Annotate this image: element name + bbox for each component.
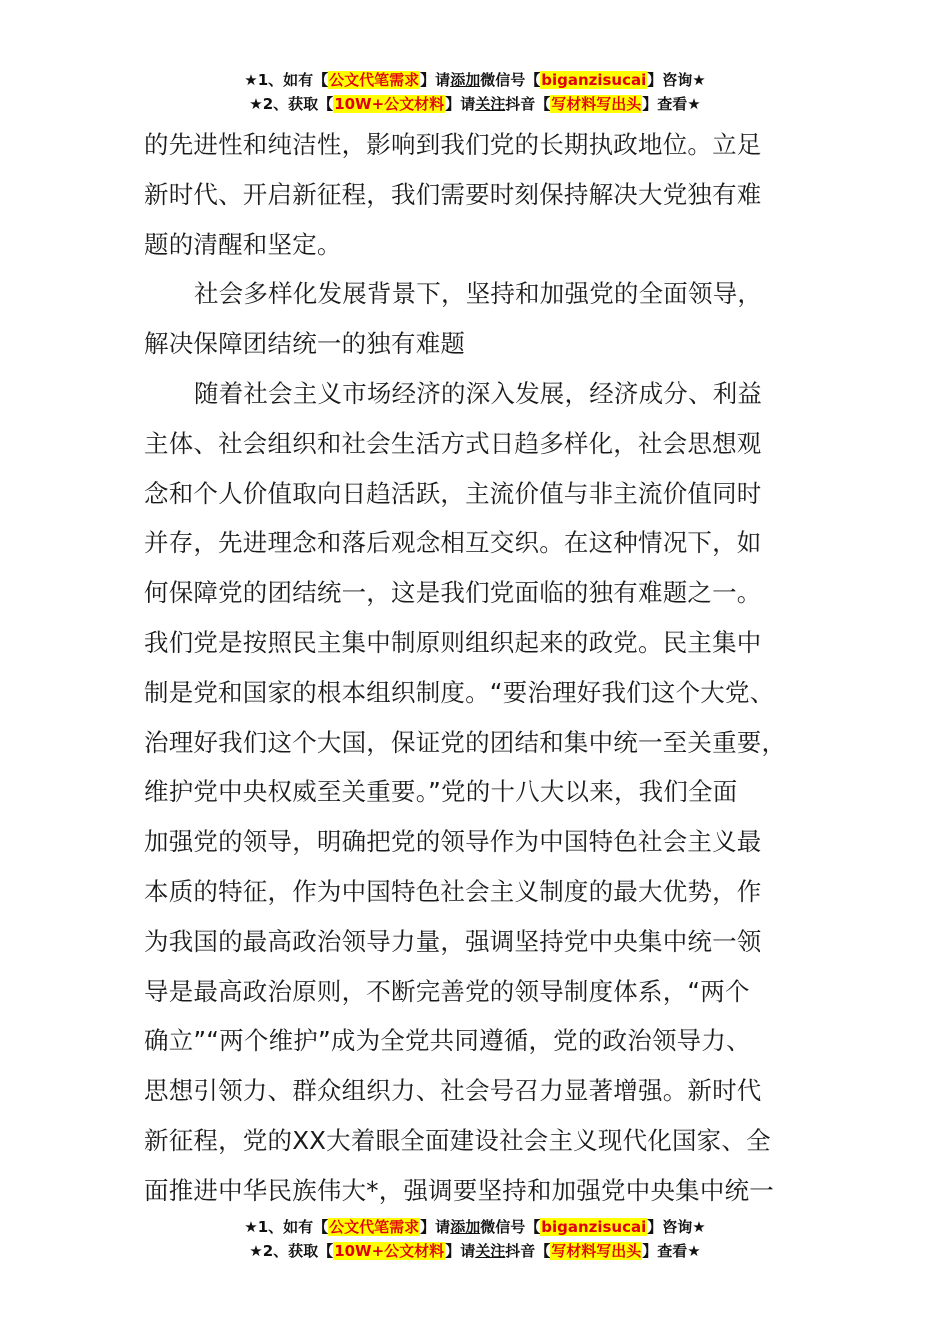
ad-text: 】咨询★ [647,71,706,89]
text-line: 主体、社会组织和社会生活方式日趋多样化，社会思想观 [144,428,762,458]
text-line: 面推进中华民族伟大*，强调要坚持和加强党中央集中统一 [144,1175,774,1205]
text-line: 思想引领力、群众组织力、社会号召力显著增强。新时代 [144,1076,762,1106]
text-line: 随着社会主义市场经济的深入发展，经济成分、利益 [194,378,763,408]
text-line: 导是最高政治原则，不断完善党的领导制度体系，“两个 [144,976,750,1006]
ad-text: 】请 [420,71,451,89]
text-line: 题的清醒和坚定。 [144,229,342,259]
section-heading [144,269,809,369]
header-ad-banner [0,68,950,116]
document-body [144,120,809,1216]
text-line: 治理好我们这个大国，保证党的团结和集中统一至关重要， [144,727,787,757]
ad-text: 】请 [445,1242,476,1260]
ad-text: ★2、获取【 [249,95,334,113]
ad-highlight: biganzisucai [541,1218,647,1236]
ad-highlight: 10W+公文材料 [334,95,445,113]
text-line: 本质的特征，作为中国特色社会主义制度的最大优势，作 [144,876,762,906]
text-line: 的先进性和纯洁性，影响到我们党的长期执政地位。立足 [144,130,762,159]
ad-text: 微信号【 [480,71,541,89]
text-line: 新征程，党的XX大着眼全面建设社会主义现代化国家、全 [144,1125,771,1155]
paragraph-continuation [144,120,809,269]
text-line: 我们党是按照民主集中制原则组织起来的政党。民主集中 [144,627,762,657]
footer-ad-line-2 [0,1239,950,1263]
header-ad-line-1 [0,68,950,92]
ad-highlight: biganzisucai [541,71,647,89]
ad-highlight: 公文代笔需求 [329,1218,420,1236]
text-line: 确立”“两个维护”成为全党共同遵循，党的政治领导力、 [144,1026,751,1056]
ad-highlight: 10W+公文材料 [334,1242,445,1260]
ad-text: ★1、如有【 [244,71,329,89]
ad-text: 】查看★ [642,1242,701,1260]
ad-text: 】查看★ [642,95,701,113]
ad-text: 微信号【 [480,1218,541,1236]
ad-text: 】咨询★ [647,1218,706,1236]
ad-emphasis: 关注 [475,95,506,113]
text-line: 加强党的领导，明确把党的领导作为中国特色社会主义最 [144,827,762,857]
ad-highlight: 写材料写出头 [551,95,642,113]
ad-emphasis: 添加 [450,71,481,89]
text-line: 何保障党的团结统一，这是我们党面临的独有难题之一。 [144,578,762,608]
ad-text: ★2、获取【 [249,1242,334,1260]
header-ad-line-2 [0,92,950,116]
ad-highlight: 写材料写出头 [551,1242,642,1260]
footer-ad-line-1 [0,1215,950,1239]
text-line: 解决保障团结统一的独有难题 [144,329,466,359]
text-line: 制是党和国家的根本组织制度。“要治理好我们这个大党、 [144,677,775,707]
text-line: 并存，先进理念和落后观念相互交织。在这种情况下，如 [144,528,762,558]
ad-emphasis: 关注 [475,1242,506,1260]
text-line: 社会多样化发展背景下，坚持和加强党的全面领导， [194,279,763,309]
text-line: 念和个人价值取向日趋活跃，主流价值与非主流价值同时 [144,478,762,508]
text-line: 新时代、开启新征程，我们需要时刻保持解决大党独有难 [144,179,762,209]
paragraph-body [144,369,809,1216]
ad-text: 】请 [445,95,476,113]
footer-ad-banner [0,1215,950,1263]
ad-emphasis: 添加 [450,1218,481,1236]
ad-text: ★1、如有【 [244,1218,329,1236]
text-line: 维护党中央权威至关重要。”党的十八大以来，我们全面 [144,777,738,807]
text-line: 为我国的最高政治领导力量，强调坚持党中央集中统一领 [144,926,762,956]
ad-text: 抖音【 [505,95,551,113]
ad-text: 】请 [420,1218,451,1236]
ad-highlight: 公文代笔需求 [329,71,420,89]
ad-text: 抖音【 [505,1242,551,1260]
